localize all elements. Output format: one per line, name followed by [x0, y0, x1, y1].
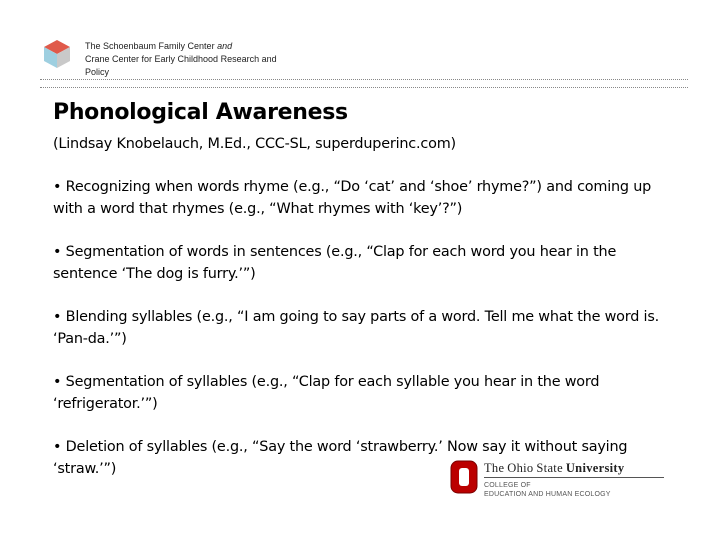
org-line-3: Policy	[85, 67, 110, 77]
block-o-icon	[450, 460, 478, 494]
logo-divider	[484, 477, 664, 478]
header-divider-top	[40, 79, 688, 80]
bullet-item: • Deletion of syllables (e.g., “Say the word ‘strawberry.’ Now say it without saying ‘straw.’”)	[53, 439, 628, 477]
cube-logo-icon	[42, 38, 72, 70]
bullet-item: • Segmentation of syllables (e.g., “Clap for each syllable you hear in the word ‘refrigerator.’”)	[53, 374, 600, 412]
college-name: COLLEGE OF EDUCATION AND HUMAN ECOLOGY	[484, 482, 611, 498]
university-name: The Ohio State University	[484, 461, 625, 475]
osu-logo	[450, 458, 670, 498]
header-divider-bottom	[40, 87, 688, 88]
bullet-item: • Segmentation of words in sentences (e.g., “Clap for each word you hear in the sentence ‘The dog is furry.’”)	[53, 244, 617, 282]
slide-title: Phonological Awareness	[53, 100, 348, 125]
org-line-1: The Schoenbaum Family Center	[85, 41, 215, 51]
bullet-item: • Recognizing when words rhyme (e.g., “Do ‘cat’ and ‘shoe’ rhyme?”) and coming up with a word that rhymes (e.g., “What rhymes with ‘key’?”)	[53, 179, 652, 217]
org-line-2: Crane Center for Early Childhood Research and	[85, 54, 277, 64]
bullet-item: • Blending syllables (e.g., “I am going to say parts of a word. Tell me what the word is. ‘Pan-da.’”)	[53, 309, 660, 347]
slide-body	[53, 133, 683, 501]
organization-name	[85, 40, 325, 79]
citation: (Lindsay Knobelauch, M.Ed., CCC-SL, superduperinc.com)	[53, 136, 456, 152]
org-line-1-suffix: and	[217, 41, 233, 51]
